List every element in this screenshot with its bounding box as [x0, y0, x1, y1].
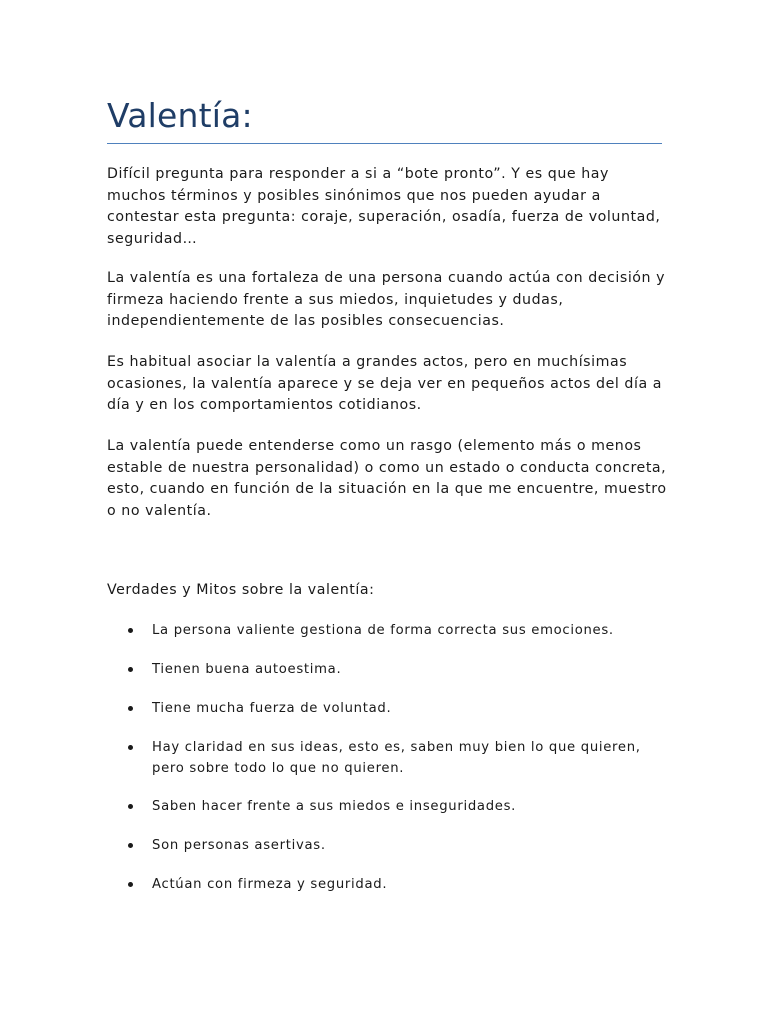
list-item-text: Tienen buena autoestima. [152, 662, 342, 677]
paragraph-2: La valentía es una fortaleza de una persona cuando actúa con decisión y firmeza haciendo frente a sus miedos, inquietudes y dudas, independientemente de las posibles consecuencias. [107, 270, 666, 329]
list-item [107, 737, 667, 779]
list-item-text: Saben hacer frente a sus miedos e inseguridades. [152, 799, 517, 814]
list-item-text: Tiene mucha fuerza de voluntad. [152, 701, 392, 716]
paragraph-1: Difícil pregunta para responder a si a “bote pronto”. Y es que hay muchos términos y posibles sinónimos que nos pueden ayudar a contestar esta pregunta: coraje, superación, osadía, fuerza de voluntad, seguridad… [107, 166, 661, 247]
list-item [107, 659, 667, 680]
title-divider [107, 143, 662, 144]
bullet-icon [128, 628, 133, 633]
section-subheading: Verdades y Mitos sobre la valentía: [107, 582, 375, 598]
bullet-list [107, 620, 667, 913]
bullet-icon [128, 882, 133, 887]
list-item [107, 796, 667, 817]
bullet-icon [128, 667, 133, 672]
bullet-icon [128, 745, 133, 750]
list-item-text: La persona valiente gestiona de forma correcta sus emociones. [152, 623, 614, 638]
list-item-text: Actúan con firmeza y seguridad. [152, 877, 388, 892]
paragraph-3: Es habitual asociar la valentía a grandes actos, pero en muchísimas ocasiones, la valentía aparece y se deja ver en pequeños actos del día a día y en los comportamientos cotidianos. [107, 354, 663, 413]
bullet-icon [128, 804, 133, 809]
list-item [107, 835, 667, 856]
list-item [107, 620, 667, 641]
page-title: Valentía: [107, 96, 253, 135]
list-item-text: Hay claridad en sus ideas, esto es, saben muy bien lo que quieren, pero sobre todo lo que no quieren. [152, 740, 641, 776]
bullet-icon [128, 706, 133, 711]
paragraph-4: La valentía puede entenderse como un rasgo (elemento más o menos estable de nuestra personalidad) o como un estado o conducta concreta, esto, cuando en función de la situación en la que me encuentre, muestro o no valentía. [107, 438, 667, 519]
list-item [107, 698, 667, 719]
bullet-icon [128, 843, 133, 848]
list-item [107, 874, 667, 895]
list-item-text: Son personas asertivas. [152, 838, 326, 853]
